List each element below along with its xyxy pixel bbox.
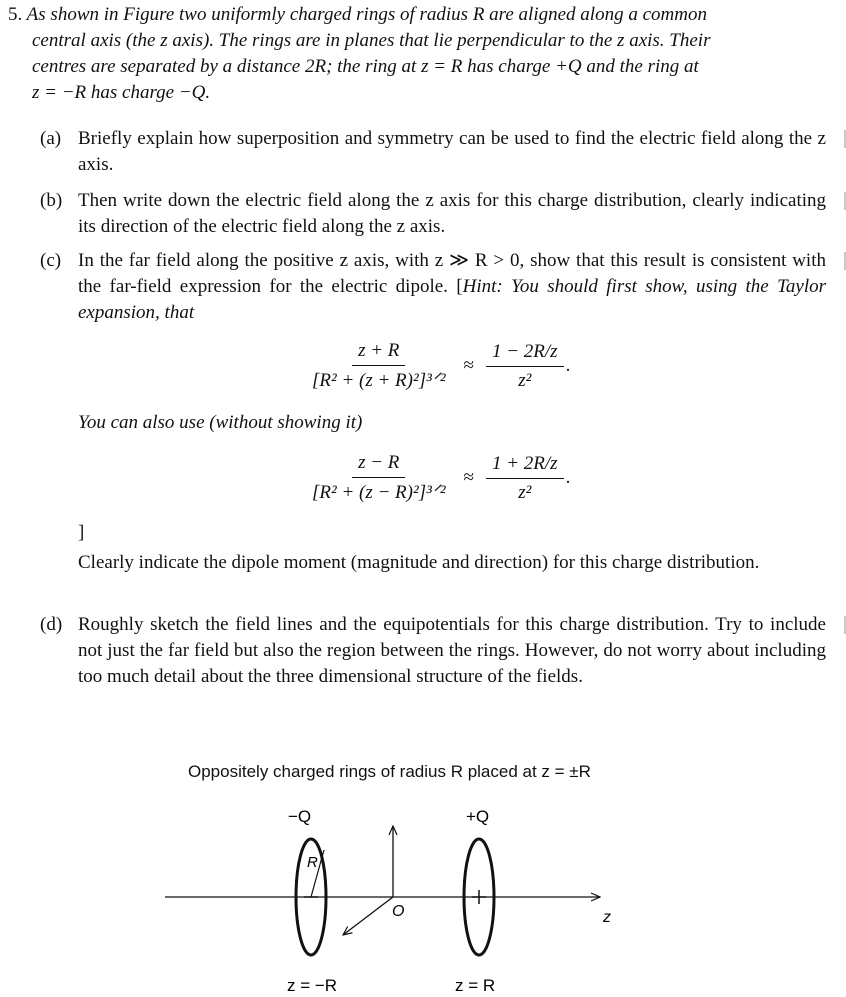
equation-1: $\frac{z + R}{\text{[R² + (z + R)²]³ᐟ²}}$ ≈ $\frac{1 - 2R/z}{\text{z²}}$ .: [306, 340, 570, 392]
part-c-also: You can also use (without showing it): [78, 412, 363, 433]
problem-line-2: central axis (the z axis). The rings are in planes that lie perpendicular to the z axis. Their: [32, 30, 711, 51]
part-b-text: Then write down the electric field along the z axis for this charge distribution, clearly indicating its direction of the electric field along the z axis.: [78, 190, 826, 237]
part-d-text: Roughly sketch the field lines and the equipotentials for this charge distribution. Try to include not just the far field but also the region between the rings. However, do not worry about including too much detail about the three dimensional structure of the fields.: [78, 614, 826, 687]
part-c-text: In the far field along the positive z axis, with z ≫ R > 0, show that this result is consistent with the far-field expression for the electric dipole. [Hint: You should first show, using the Taylor expansion, that: [78, 250, 827, 323]
eq2-approx: ≈: [463, 467, 474, 488]
axis-label-z: z: [603, 909, 611, 926]
problem-line-1: 5. As shown in Figure two uniformly charged rings of radius R are aligned along a common: [8, 4, 707, 25]
part-b-label: (b): [40, 190, 63, 211]
problem-number: 5.: [8, 4, 23, 25]
eq2-fraction-right: $\frac{1 + 2R/z}{\text{z²}}$: [486, 453, 564, 504]
right-position-label: z = R: [455, 976, 496, 995]
figure-title: Oppositely charged rings of radius R placed at z = ±R: [188, 762, 591, 781]
radius-label: R: [307, 854, 318, 871]
left-charge-label: −Q: [288, 807, 312, 826]
left-position-label: z = −R: [287, 976, 338, 995]
part-c-dipole: Clearly indicate the dipole moment (magnitude and direction) for this charge distribution.: [78, 552, 760, 573]
part-c-label: (c): [40, 250, 62, 271]
part-c-hint: Hint: You should first show, using the Taylor expansion, that: [78, 276, 827, 323]
eq2-fraction-left: $\frac{z - R}{\text{[R² + (z − R)²]³ᐟ²}}$: [312, 452, 446, 503]
part-a-text: Briefly explain how superposition and symmetry can be used to find the electric field along the z axis.: [78, 128, 826, 175]
eq1-fraction-right: $\frac{1 - 2R/z}{\text{z²}}$: [486, 341, 564, 392]
part-d-label: (d): [40, 614, 63, 635]
problem-line-4: z = −R has charge −Q.: [32, 82, 211, 103]
part-c-bracket-close: ]: [78, 522, 85, 543]
right-charge-label: +Q: [466, 807, 490, 826]
eq1-approx: ≈: [463, 355, 474, 376]
part-a-label: (a): [40, 128, 62, 149]
eq1-fraction-left: $\frac{z + R}{\text{[R² + (z + R)²]³ᐟ²}}$: [312, 340, 446, 391]
problem-line-3: centres are separated by a distance 2R; the ring at z = R has charge +Q and the ring at: [32, 56, 699, 77]
diagonal-axis-line: [343, 897, 393, 935]
equation-2: $\frac{z - R}{\text{[R² + (z − R)²]³ᐟ²}}$ ≈ $\frac{1 + 2R/z}{\text{z²}}$ .: [306, 452, 570, 504]
origin-label: O: [392, 903, 405, 920]
